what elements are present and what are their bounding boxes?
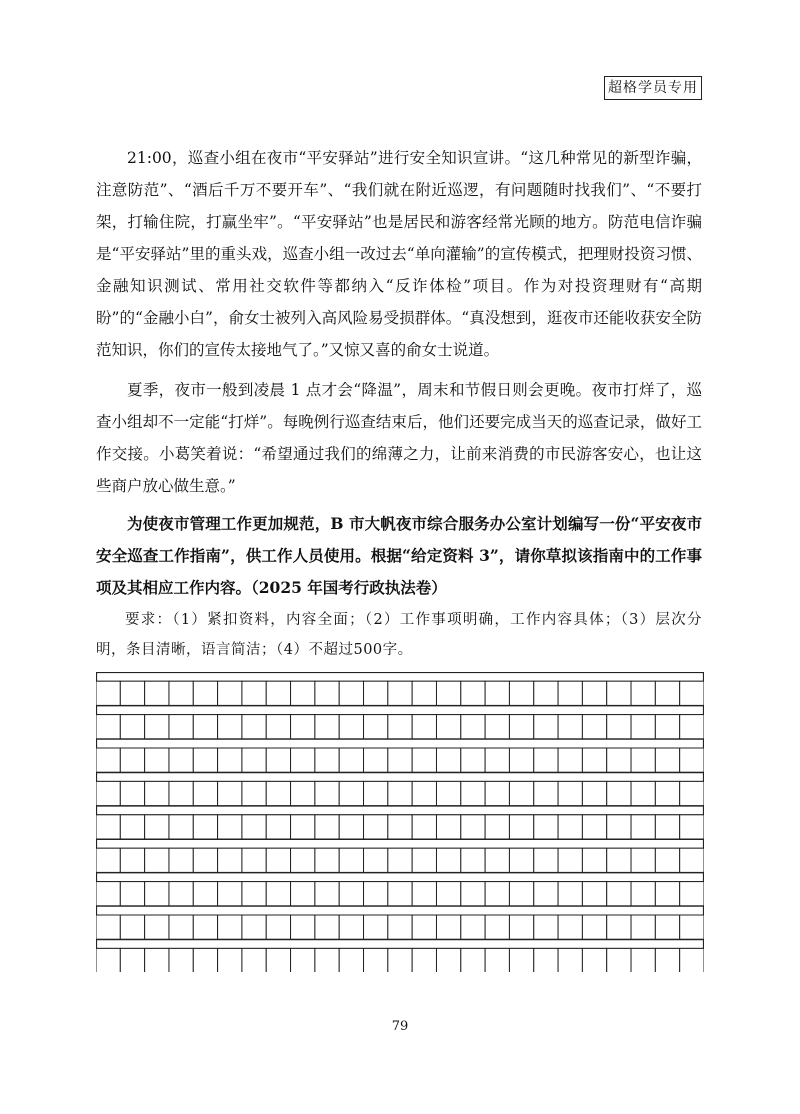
- grid-cell[interactable]: [607, 848, 631, 872]
- grid-cell[interactable]: [218, 915, 242, 939]
- grid-cell[interactable]: [558, 781, 582, 805]
- grid-cell[interactable]: [534, 815, 558, 839]
- grid-cell[interactable]: [291, 915, 315, 939]
- grid-cell[interactable]: [680, 915, 704, 939]
- grid-cell[interactable]: [436, 781, 460, 805]
- grid-cell[interactable]: [96, 781, 120, 805]
- grid-cell[interactable]: [96, 748, 120, 772]
- grid-cell[interactable]: [582, 681, 606, 705]
- grid-cell[interactable]: [485, 748, 509, 772]
- grid-cell[interactable]: [412, 681, 436, 705]
- grid-cell[interactable]: [509, 948, 533, 972]
- grid-cell[interactable]: [509, 848, 533, 872]
- grid-cell[interactable]: [169, 815, 193, 839]
- grid-cell[interactable]: [534, 781, 558, 805]
- grid-cell[interactable]: [558, 848, 582, 872]
- grid-cell[interactable]: [218, 882, 242, 906]
- grid-cell[interactable]: [120, 781, 144, 805]
- grid-cell[interactable]: [680, 781, 704, 805]
- grid-cell[interactable]: [266, 815, 290, 839]
- grid-cell[interactable]: [291, 715, 315, 739]
- grid-cell[interactable]: [680, 748, 704, 772]
- grid-cell[interactable]: [631, 748, 655, 772]
- grid-cell[interactable]: [412, 815, 436, 839]
- grid-cell[interactable]: [680, 882, 704, 906]
- grid-cell[interactable]: [388, 882, 412, 906]
- grid-cell[interactable]: [193, 681, 217, 705]
- grid-cell[interactable]: [436, 948, 460, 972]
- grid-cell[interactable]: [485, 882, 509, 906]
- grid-cell[interactable]: [631, 848, 655, 872]
- grid-cell[interactable]: [96, 681, 120, 705]
- grid-cell[interactable]: [120, 748, 144, 772]
- grid-cell[interactable]: [534, 948, 558, 972]
- grid-cell[interactable]: [412, 882, 436, 906]
- grid-cell[interactable]: [169, 915, 193, 939]
- grid-cell[interactable]: [412, 848, 436, 872]
- grid-cell[interactable]: [120, 848, 144, 872]
- grid-cell[interactable]: [96, 715, 120, 739]
- grid-cell[interactable]: [218, 781, 242, 805]
- grid-cell[interactable]: [145, 915, 169, 939]
- grid-cell[interactable]: [266, 882, 290, 906]
- grid-cell[interactable]: [631, 948, 655, 972]
- grid-cell[interactable]: [339, 715, 363, 739]
- grid-cell[interactable]: [582, 815, 606, 839]
- grid-cell[interactable]: [509, 781, 533, 805]
- grid-cell[interactable]: [655, 948, 679, 972]
- grid-cell[interactable]: [339, 748, 363, 772]
- grid-cell[interactable]: [436, 915, 460, 939]
- grid-cell[interactable]: [364, 781, 388, 805]
- grid-cell[interactable]: [120, 681, 144, 705]
- grid-cell[interactable]: [680, 848, 704, 872]
- grid-cell[interactable]: [364, 948, 388, 972]
- grid-cell[interactable]: [169, 748, 193, 772]
- grid-cell[interactable]: [339, 681, 363, 705]
- grid-cell[interactable]: [461, 948, 485, 972]
- grid-cell[interactable]: [461, 781, 485, 805]
- grid-cell[interactable]: [315, 848, 339, 872]
- grid-cell[interactable]: [509, 915, 533, 939]
- grid-cell[interactable]: [436, 882, 460, 906]
- grid-cell[interactable]: [461, 815, 485, 839]
- grid-cell[interactable]: [169, 715, 193, 739]
- grid-cell[interactable]: [169, 848, 193, 872]
- grid-cell[interactable]: [436, 748, 460, 772]
- grid-cell[interactable]: [388, 948, 412, 972]
- grid-cell[interactable]: [291, 882, 315, 906]
- grid-cell[interactable]: [266, 748, 290, 772]
- grid-cell[interactable]: [461, 848, 485, 872]
- grid-cell[interactable]: [315, 915, 339, 939]
- grid-cell[interactable]: [655, 748, 679, 772]
- grid-cell[interactable]: [558, 882, 582, 906]
- grid-cell[interactable]: [315, 781, 339, 805]
- grid-cell[interactable]: [339, 948, 363, 972]
- grid-cell[interactable]: [339, 915, 363, 939]
- grid-cell[interactable]: [242, 915, 266, 939]
- grid-cell[interactable]: [655, 781, 679, 805]
- grid-cell[interactable]: [315, 815, 339, 839]
- grid-cell[interactable]: [680, 681, 704, 705]
- grid-cell[interactable]: [218, 748, 242, 772]
- grid-cell[interactable]: [96, 848, 120, 872]
- grid-cell[interactable]: [509, 882, 533, 906]
- grid-cell[interactable]: [242, 882, 266, 906]
- grid-cell[interactable]: [509, 715, 533, 739]
- grid-cell[interactable]: [485, 848, 509, 872]
- grid-cell[interactable]: [412, 781, 436, 805]
- grid-cell[interactable]: [655, 815, 679, 839]
- grid-cell[interactable]: [193, 882, 217, 906]
- grid-cell[interactable]: [291, 748, 315, 772]
- grid-cell[interactable]: [315, 681, 339, 705]
- grid-cell[interactable]: [339, 815, 363, 839]
- grid-cell[interactable]: [339, 848, 363, 872]
- grid-cell[interactable]: [315, 882, 339, 906]
- grid-cell[interactable]: [485, 681, 509, 705]
- grid-cell[interactable]: [607, 948, 631, 972]
- grid-cell[interactable]: [582, 715, 606, 739]
- grid-cell[interactable]: [388, 715, 412, 739]
- grid-cell[interactable]: [120, 948, 144, 972]
- grid-cell[interactable]: [485, 781, 509, 805]
- grid-cell[interactable]: [607, 882, 631, 906]
- grid-cell[interactable]: [291, 815, 315, 839]
- grid-cell[interactable]: [607, 781, 631, 805]
- grid-cell[interactable]: [485, 715, 509, 739]
- grid-cell[interactable]: [655, 915, 679, 939]
- grid-cell[interactable]: [436, 848, 460, 872]
- grid-cell[interactable]: [145, 848, 169, 872]
- grid-cell[interactable]: [339, 781, 363, 805]
- grid-cell[interactable]: [145, 715, 169, 739]
- grid-cell[interactable]: [145, 882, 169, 906]
- grid-cell[interactable]: [193, 781, 217, 805]
- grid-cell[interactable]: [242, 848, 266, 872]
- grid-cell[interactable]: [315, 748, 339, 772]
- grid-cell[interactable]: [607, 915, 631, 939]
- grid-cell[interactable]: [607, 715, 631, 739]
- grid-cell[interactable]: [436, 715, 460, 739]
- grid-cell[interactable]: [631, 915, 655, 939]
- grid-cell[interactable]: [96, 815, 120, 839]
- grid-cell[interactable]: [364, 915, 388, 939]
- grid-cell[interactable]: [145, 748, 169, 772]
- grid-cell[interactable]: [242, 681, 266, 705]
- grid-cell[interactable]: [680, 815, 704, 839]
- student-only-badge: 超格学员专用: [604, 76, 702, 100]
- grid-cell[interactable]: [509, 748, 533, 772]
- grid-cell[interactable]: [145, 781, 169, 805]
- grid-cell[interactable]: [655, 681, 679, 705]
- grid-cell[interactable]: [291, 681, 315, 705]
- grid-cell[interactable]: [485, 915, 509, 939]
- grid-cell[interactable]: [120, 915, 144, 939]
- grid-cell[interactable]: [680, 948, 704, 972]
- grid-cell[interactable]: [145, 948, 169, 972]
- grid-cell[interactable]: [266, 681, 290, 705]
- grid-cell[interactable]: [218, 681, 242, 705]
- grid-cell[interactable]: [193, 815, 217, 839]
- grid-cell[interactable]: [436, 815, 460, 839]
- grid-cell[interactable]: [120, 882, 144, 906]
- grid-cell[interactable]: [485, 815, 509, 839]
- grid-cell[interactable]: [145, 681, 169, 705]
- grid-cell[interactable]: [266, 948, 290, 972]
- grid-cell[interactable]: [218, 848, 242, 872]
- grid-cell[interactable]: [364, 848, 388, 872]
- grid-cell[interactable]: [388, 915, 412, 939]
- question-requirements: 要求：（1）紧扣资料，内容全面；（2）工作事项明确，工作内容具体；（3）层次分明，条目清晰，语言简洁；（4）不超过500字。: [96, 612, 702, 658]
- grid-cell[interactable]: [582, 948, 606, 972]
- grid-cell[interactable]: [169, 948, 193, 972]
- grid-cell[interactable]: [266, 715, 290, 739]
- grid-cell[interactable]: [388, 848, 412, 872]
- grid-cell[interactable]: [218, 715, 242, 739]
- grid-cell[interactable]: [412, 948, 436, 972]
- grid-cell[interactable]: [558, 948, 582, 972]
- grid-cell[interactable]: [534, 715, 558, 739]
- grid-cell[interactable]: [266, 781, 290, 805]
- grid-cell[interactable]: [364, 882, 388, 906]
- grid-cell[interactable]: [242, 948, 266, 972]
- grid-cell[interactable]: [266, 848, 290, 872]
- grid-cell[interactable]: [412, 715, 436, 739]
- grid-cell[interactable]: [509, 815, 533, 839]
- grid-cell[interactable]: [436, 681, 460, 705]
- grid-cell[interactable]: [607, 681, 631, 705]
- grid-cell[interactable]: [193, 915, 217, 939]
- grid-cell[interactable]: [169, 882, 193, 906]
- grid-cell[interactable]: [218, 948, 242, 972]
- page-number: 79: [391, 1019, 409, 1034]
- grid-cell[interactable]: [558, 748, 582, 772]
- grid-cell[interactable]: [193, 948, 217, 972]
- grid-cell[interactable]: [291, 781, 315, 805]
- grid-cell[interactable]: [461, 748, 485, 772]
- answer-grid-svg[interactable]: [96, 672, 704, 972]
- grid-cell[interactable]: [364, 715, 388, 739]
- grid-cell[interactable]: [388, 781, 412, 805]
- grid-cell[interactable]: [509, 681, 533, 705]
- grid-cell[interactable]: [607, 748, 631, 772]
- grid-cell[interactable]: [96, 882, 120, 906]
- grid-cell[interactable]: [315, 948, 339, 972]
- grid-cell[interactable]: [582, 882, 606, 906]
- grid-cell[interactable]: [120, 815, 144, 839]
- grid-cell[interactable]: [461, 882, 485, 906]
- grid-cell[interactable]: [582, 748, 606, 772]
- grid-cell[interactable]: [412, 915, 436, 939]
- grid-cell[interactable]: [242, 715, 266, 739]
- grid-cell[interactable]: [96, 915, 120, 939]
- grid-cell[interactable]: [266, 915, 290, 939]
- grid-cell[interactable]: [388, 748, 412, 772]
- grid-cell[interactable]: [193, 715, 217, 739]
- grid-cell[interactable]: [388, 681, 412, 705]
- grid-cell[interactable]: [339, 882, 363, 906]
- grid-cell[interactable]: [558, 815, 582, 839]
- grid-cell[interactable]: [364, 815, 388, 839]
- grid-cell[interactable]: [607, 815, 631, 839]
- grid-cell[interactable]: [169, 781, 193, 805]
- grid-cell[interactable]: [120, 715, 144, 739]
- grid-cell[interactable]: [582, 915, 606, 939]
- grid-cell[interactable]: [412, 748, 436, 772]
- grid-cell[interactable]: [534, 848, 558, 872]
- grid-cell[interactable]: [461, 915, 485, 939]
- grid-cell[interactable]: [631, 715, 655, 739]
- grid-cell[interactable]: [680, 715, 704, 739]
- grid-cell[interactable]: [461, 715, 485, 739]
- answer-grid[interactable]: [96, 672, 704, 972]
- grid-cell[interactable]: [655, 848, 679, 872]
- grid-cell[interactable]: [169, 681, 193, 705]
- grid-cell[interactable]: [655, 882, 679, 906]
- grid-cell[interactable]: [558, 915, 582, 939]
- material-paragraph-2: 夏季，夜市一般到凌晨 1 点才会“降温”，周末和节假日则会更晚。夜市打烊了，巡查小组却不一定能“打烊”。每晚例行巡查结束后，他们还要完成当天的巡查记录，做好工作交接。小葛笑着说：“希望通过我们的绵薄之力，让前来消费的市民游客安心，也让这些商户放心做生意。”: [96, 381, 702, 495]
- material-paragraph-1: 21:00，巡查小组在夜市“平安驿站”进行安全知识宣讲。“这几种常见的新型诈骗，注意防范”、“酒后千万不要开车”、“我们就在附近巡逻，有问题随时找我们”、“不要打架，打输住院，打赢坐牢”。“平安驿站”也是居民和游客经常光顾的地方。防范电信诈骗是“平安驿站”里的重头戏，巡查小组一改过去“单向灌输”的宣传模式，把理财投资习惯、金融知识测试、常用社交软件等都纳入“反诈体检”项目。作为对投资理财有“高期盼”的“金融小白”，俞女士被列入高风险易受损群体。“真没想到，逛夜市还能收获安全防范知识，你们的宣传太接地气了。”又惊又喜的俞女士说道。: [96, 149, 702, 359]
- grid-cell[interactable]: [364, 681, 388, 705]
- grid-cell[interactable]: [242, 781, 266, 805]
- grid-cell[interactable]: [485, 948, 509, 972]
- grid-cell[interactable]: [388, 815, 412, 839]
- grid-cell[interactable]: [96, 948, 120, 972]
- grid-cell[interactable]: [193, 848, 217, 872]
- grid-cell[interactable]: [364, 748, 388, 772]
- grid-cell[interactable]: [631, 781, 655, 805]
- grid-cell[interactable]: [291, 848, 315, 872]
- grid-cell[interactable]: [242, 815, 266, 839]
- grid-cell[interactable]: [582, 781, 606, 805]
- grid-cell[interactable]: [193, 748, 217, 772]
- grid-cell[interactable]: [291, 948, 315, 972]
- grid-cell[interactable]: [534, 915, 558, 939]
- grid-cell[interactable]: [655, 715, 679, 739]
- grid-cell[interactable]: [631, 882, 655, 906]
- grid-cell[interactable]: [461, 681, 485, 705]
- grid-cell[interactable]: [534, 681, 558, 705]
- grid-cell[interactable]: [582, 848, 606, 872]
- grid-cell[interactable]: [315, 715, 339, 739]
- grid-cell[interactable]: [558, 715, 582, 739]
- grid-cell[interactable]: [631, 815, 655, 839]
- grid-cell[interactable]: [242, 748, 266, 772]
- grid-cell[interactable]: [145, 815, 169, 839]
- question-prompt: 为使夜市管理工作更加规范，B 市大帆夜市综合服务办公室计划编写一份“平安夜市安全巡查工作指南”，供工作人员使用。根据“给定资料 3”，请你草拟该指南中的工作事项及其相应工作内容。（2025 年国考行政执法卷）: [96, 514, 702, 597]
- grid-cell[interactable]: [534, 748, 558, 772]
- grid-cell[interactable]: [218, 815, 242, 839]
- grid-cell[interactable]: [558, 681, 582, 705]
- grid-cell[interactable]: [534, 882, 558, 906]
- grid-cell[interactable]: [631, 681, 655, 705]
